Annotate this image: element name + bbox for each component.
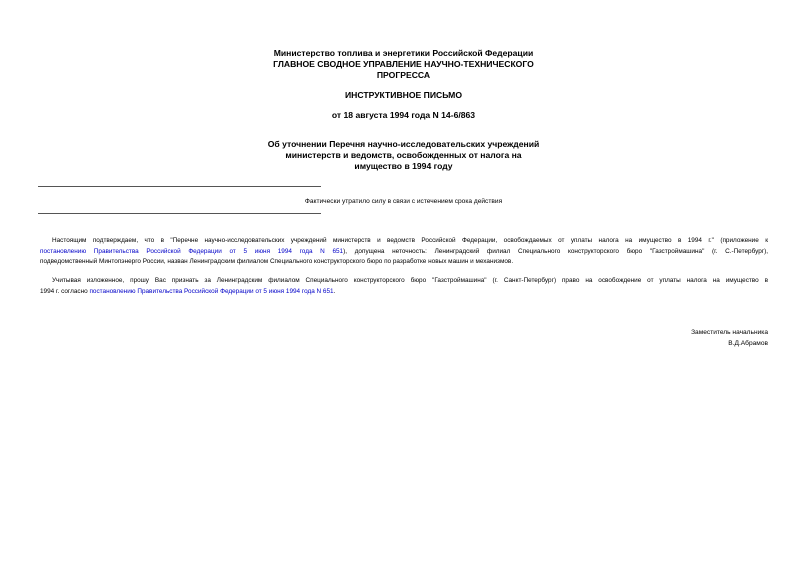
document-date-label: от 18 августа 1994 года N 14-6/863 <box>331 110 476 120</box>
paragraph-1-line-1: Настоящим подтверждаем, что в "Перечне научно-исследовательских учреждений министерств и ведомств Российской Федерации, освобождаемых от уплаты налога на имущество в 1994 г." (приложение к <box>52 237 768 244</box>
department-name-line-1: ГЛАВНОЕ СВОДНОЕ УПРАВЛЕНИЕ НАУЧНО-ТЕХНИЧЕСКОГО <box>273 59 534 69</box>
document-type-label: ИНСТРУКТИВНОЕ ПИСЬМО <box>344 90 463 100</box>
status-note: Фактически утратило силу в связи с истечением срока действия <box>304 198 503 205</box>
paragraph-1-line-3: подведомственный Минтопэнерго России, назван Ленинградским филиалом Специального конструкторского бюро по разработке новых машин и механизмов. <box>40 258 514 266</box>
document-subject <box>0 139 807 172</box>
paragraph-2-line-1: Учитывая изложенное, прошу Вас признать за Ленинградским филиалом Специального конструкторского бюро "Газстроймашина" (г. Санкт-Петербург) право на освобождение от уплаты налога на имущество в <box>52 277 768 284</box>
department-name-line-2: ПРОГРЕССА <box>376 70 431 80</box>
paragraph-2-line-2-start: 1994 г. согласно <box>40 287 90 295</box>
paragraph-1-line-2-text: ), допущена неточность: Ленинградский филиал Специального конструкторского бюро "Газстроймашина" (г. С.-Петербург), <box>343 247 768 255</box>
subject-line-2: министерств и ведомств, освобожденных от налога на <box>285 150 522 160</box>
body-paragraph-1 <box>40 236 768 268</box>
subject-line-3: имущество в 1994 году <box>354 161 453 171</box>
subject-line-1: Об уточнении Перечня научно-исследовательских учреждений <box>267 139 540 149</box>
signatory-position: Заместитель начальника <box>691 329 768 336</box>
signatory-name: В.Д.Абрамов <box>728 340 768 347</box>
document-type <box>0 90 807 101</box>
paragraph-2-line-2 <box>40 287 768 298</box>
paragraph-2-line-2-end: . <box>333 287 336 295</box>
divider-top <box>38 186 321 187</box>
government-decree-link[interactable]: постановлению Правительства Российской Федерации от 5 июня 1994 года N 651 <box>40 247 344 255</box>
body-paragraph-2 <box>40 276 768 297</box>
document-date-number <box>0 110 807 121</box>
government-decree-link-2[interactable]: постановлению Правительства Российской Федерации от 5 июня 1994 года N 651 <box>89 287 334 295</box>
signature-block <box>691 327 768 349</box>
paragraph-1-line-2 <box>40 247 768 258</box>
ministry-header <box>0 48 807 81</box>
ministry-name: Министерство топлива и энергетики Российской Федерации <box>273 48 534 58</box>
divider-bottom <box>38 213 321 214</box>
